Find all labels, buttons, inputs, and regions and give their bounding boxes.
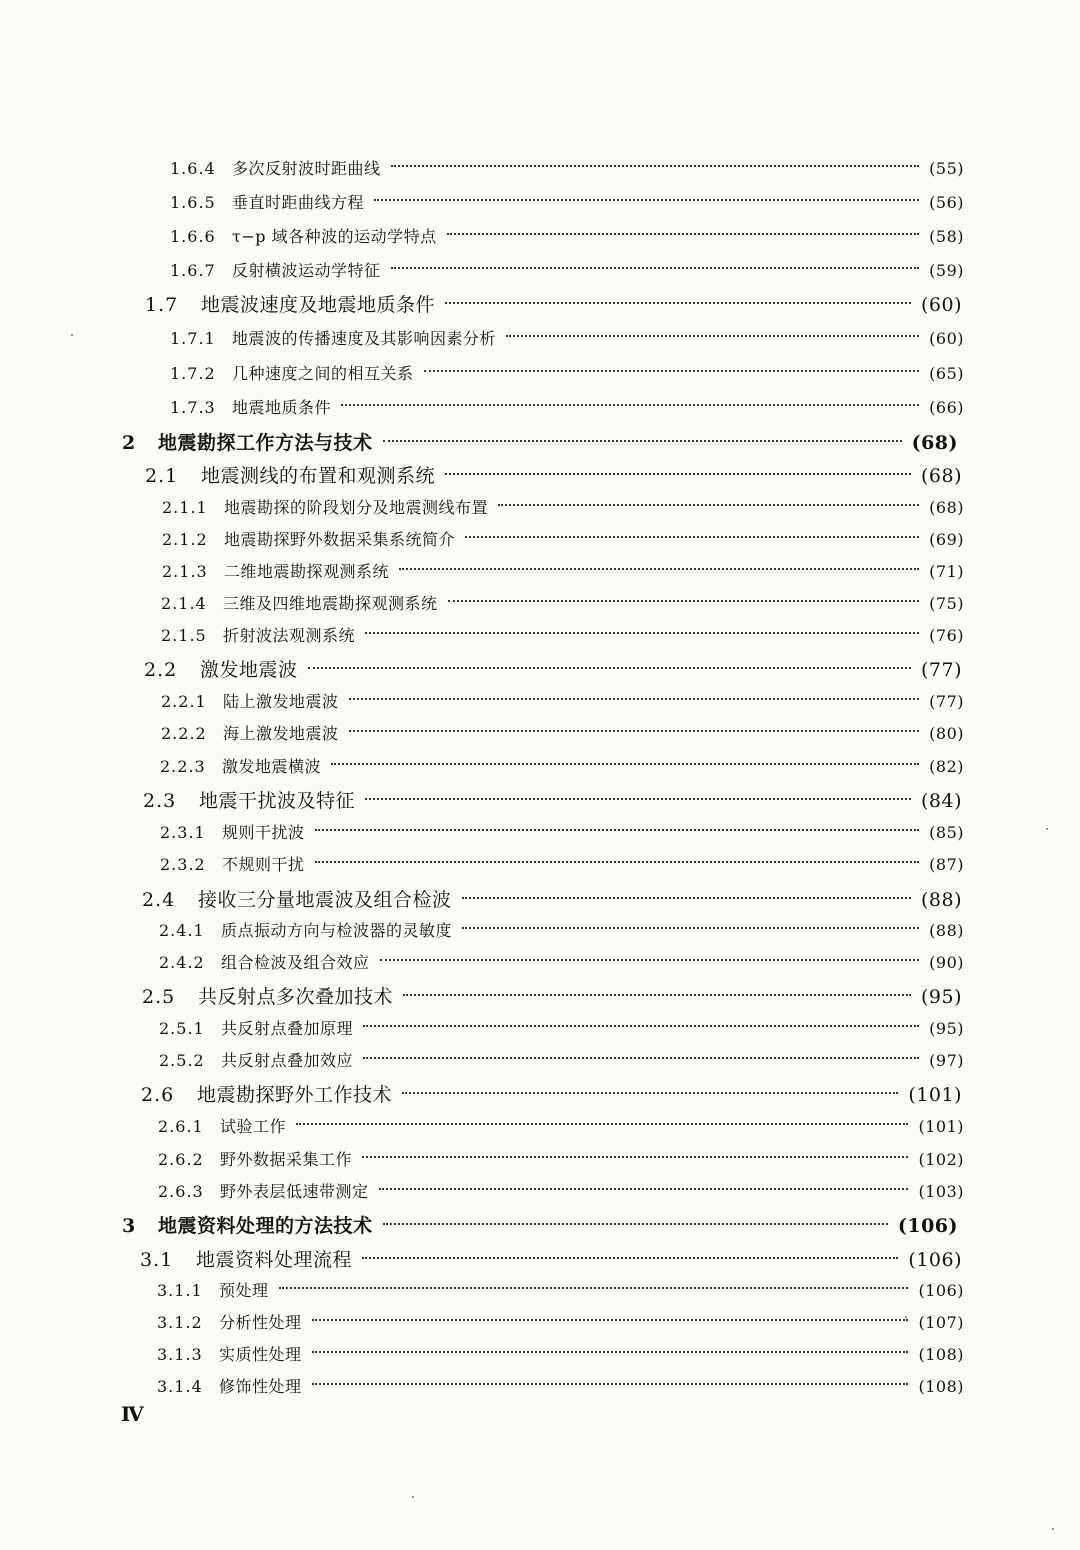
dot-leader — [448, 599, 920, 602]
toc-number: 1.6.5 — [170, 193, 216, 212]
dot-leader — [363, 1056, 919, 1059]
scan-speck — [1052, 1528, 1054, 1530]
dot-leader — [445, 301, 911, 304]
dot-leader — [315, 828, 920, 831]
dot-leader — [506, 334, 919, 337]
toc-title: 组合检波及组合效应 — [221, 953, 370, 972]
toc-entry-section — [143, 786, 962, 816]
toc-entry-section — [142, 982, 962, 1012]
toc-number: 2.6.1 — [158, 1117, 204, 1136]
toc-title: 激发地震波 — [200, 659, 298, 681]
toc-page-number: (107) — [918, 1313, 964, 1332]
toc-page-number: (95) — [920, 986, 962, 1008]
toc-number: 2.1 — [145, 465, 179, 487]
toc-page-number: (88) — [920, 889, 962, 911]
toc-number: 2.1.4 — [161, 594, 207, 613]
toc-page-number: (68) — [929, 498, 964, 517]
toc-page-number: (58) — [929, 227, 964, 246]
toc-number: 2.4.1 — [159, 921, 205, 940]
toc-entry-sub — [170, 188, 964, 218]
toc-page-number: (56) — [929, 193, 964, 212]
dot-leader — [349, 729, 920, 732]
toc-page-number: (82) — [929, 757, 964, 776]
dot-leader — [365, 631, 919, 634]
toc-title: 地震勘探工作方法与技术 — [158, 432, 373, 454]
toc-title: 地震波速度及地震地质条件 — [201, 294, 436, 316]
toc-title: 陆上激发地震波 — [223, 692, 339, 711]
toc-number: 3.1.4 — [157, 1377, 203, 1396]
toc-title: 地震测线的布置和观测系统 — [201, 465, 436, 487]
toc-number: 1.6.7 — [170, 261, 216, 280]
toc-entry-section — [144, 655, 962, 685]
toc-page-number: (101) — [908, 1084, 962, 1106]
toc-page-number: (85) — [929, 823, 964, 842]
dot-leader — [331, 762, 919, 765]
toc-entry-sub — [162, 493, 964, 523]
dot-leader — [365, 797, 911, 800]
toc-title: 激发地震横波 — [222, 757, 322, 776]
toc-page-number: (66) — [929, 398, 964, 417]
toc-entry-section — [145, 461, 962, 491]
toc-number: 2.1.2 — [162, 530, 208, 549]
toc-number: 2.1.3 — [162, 562, 208, 581]
dot-leader — [279, 1286, 909, 1289]
dot-leader — [379, 1187, 909, 1190]
toc-title: 地震资料处理流程 — [196, 1249, 353, 1271]
toc-title: 反射横波运动学特征 — [232, 261, 381, 280]
toc-number: 2.1.1 — [162, 498, 208, 517]
toc-entry-sub — [159, 1046, 964, 1076]
toc-entry-sub — [157, 1308, 964, 1338]
toc-number: 2.4.2 — [159, 953, 205, 972]
page-number: Ⅳ — [121, 1402, 144, 1426]
toc-page-number: (84) — [920, 790, 962, 812]
dot-leader — [341, 403, 919, 406]
toc-page-number: (88) — [929, 921, 964, 940]
toc-title: 地震地质条件 — [232, 398, 332, 417]
dot-leader — [315, 860, 920, 863]
toc-title: 海上激发地震波 — [223, 724, 339, 743]
dot-leader — [403, 993, 911, 996]
toc-title: 规则干扰波 — [222, 823, 305, 842]
toc-page-number: (65) — [929, 364, 964, 383]
toc-entry-sub — [157, 1372, 964, 1402]
toc-page-number: (108) — [918, 1377, 964, 1396]
toc-entry-sub — [170, 393, 964, 423]
dot-leader — [465, 535, 919, 538]
toc-title: 三维及四维地震勘探观测系统 — [223, 594, 438, 613]
toc-number: 2.5.1 — [159, 1019, 205, 1038]
toc-page-number: (87) — [929, 855, 964, 874]
scan-speck — [412, 1496, 414, 1498]
toc-entry-sub — [170, 359, 964, 389]
dot-leader — [402, 1091, 898, 1094]
toc-page-number: (68) — [911, 432, 958, 454]
toc-number: 2.6.2 — [158, 1150, 204, 1169]
toc-page-number: (106) — [918, 1281, 964, 1300]
toc-number: 3.1.3 — [157, 1345, 203, 1364]
toc-entry-sub — [170, 222, 964, 252]
toc-entry-chapter — [122, 428, 958, 458]
toc-page-number: (102) — [918, 1150, 964, 1169]
dot-leader — [391, 266, 920, 269]
dot-leader — [462, 896, 911, 899]
toc-page-number: (95) — [929, 1019, 964, 1038]
toc-entry-sub — [158, 1177, 964, 1207]
toc-entry-sub — [161, 719, 964, 749]
toc-number: 2.3.2 — [160, 855, 206, 874]
toc-entry-sub — [170, 154, 964, 184]
scan-speck — [905, 1316, 907, 1318]
toc-entry-sub — [160, 818, 964, 848]
toc-entry-section — [140, 1245, 962, 1275]
toc-page-number: (80) — [929, 724, 964, 743]
toc-title: τ−p 域各种波的运动学特点 — [232, 227, 437, 246]
toc-title: 地震勘探野外工作技术 — [197, 1084, 393, 1106]
toc-title: 共反射点多次叠加技术 — [198, 986, 394, 1008]
dot-leader — [447, 232, 920, 235]
toc-page-number: (106) — [897, 1215, 958, 1237]
toc-number: 3.1 — [140, 1249, 174, 1271]
toc-title: 地震勘探的阶段划分及地震测线布置 — [224, 498, 489, 517]
toc-entry-sub — [158, 1112, 964, 1142]
toc-title: 野外表层低速带测定 — [220, 1182, 369, 1201]
dot-leader — [383, 1222, 888, 1225]
toc-number: 2.6.3 — [158, 1182, 204, 1201]
toc-number: 1.7.1 — [170, 329, 216, 348]
toc-page-number: (60) — [920, 294, 962, 316]
toc-entry-sub — [159, 1014, 964, 1044]
dot-leader — [312, 1350, 909, 1353]
toc-entry-sub — [161, 621, 964, 651]
toc-page-number: (60) — [929, 329, 964, 348]
toc-title: 地震勘探野外数据采集系统简介 — [224, 530, 456, 549]
dot-leader — [424, 369, 920, 372]
toc-number: 2.5.2 — [159, 1051, 205, 1070]
toc-title: 共反射点叠加效应 — [221, 1051, 354, 1070]
toc-number: 1.7.3 — [170, 398, 216, 417]
scan-speck — [71, 334, 73, 336]
toc-title: 二维地震勘探观测系统 — [224, 562, 390, 581]
toc-entry-sub — [159, 948, 964, 978]
dot-leader — [462, 926, 919, 929]
dot-leader — [312, 1318, 909, 1321]
dot-leader — [391, 164, 920, 167]
dot-leader — [498, 503, 919, 506]
dot-leader — [383, 439, 902, 442]
toc-page-number: (59) — [929, 261, 964, 280]
toc-page-number: (90) — [929, 953, 964, 972]
toc-entry-sub — [157, 1340, 964, 1370]
toc-number: 3.1.2 — [157, 1313, 203, 1332]
toc-title: 不规则干扰 — [222, 855, 305, 874]
toc-entry-section — [145, 290, 962, 320]
dot-leader — [362, 1256, 898, 1259]
toc-page-number: (77) — [920, 659, 962, 681]
toc-title: 折射波法观测系统 — [223, 626, 356, 645]
toc-title: 试验工作 — [220, 1117, 287, 1136]
toc-number: 2.3.1 — [160, 823, 206, 842]
toc-entry-sub — [160, 752, 964, 782]
toc-number: 1.6.4 — [170, 159, 216, 178]
toc-entry-section — [142, 885, 962, 915]
toc-title: 实质性处理 — [219, 1345, 302, 1364]
dot-leader — [296, 1122, 908, 1125]
dot-leader — [374, 198, 919, 201]
toc-entry-sub — [162, 557, 964, 587]
toc-entry-sub — [159, 916, 964, 946]
toc-page-number: (75) — [929, 594, 964, 613]
toc-title: 预处理 — [219, 1281, 269, 1300]
toc-title: 共反射点叠加原理 — [221, 1019, 354, 1038]
toc-page-number: (55) — [929, 159, 964, 178]
toc-entry-sub — [157, 1276, 964, 1306]
toc-entry-sub — [162, 525, 964, 555]
toc-number: 3.1.1 — [157, 1281, 203, 1300]
toc-entry-sub — [170, 256, 964, 286]
dot-leader — [308, 666, 911, 669]
dot-leader — [363, 1024, 919, 1027]
toc-number: 1.6.6 — [170, 227, 216, 246]
toc-entry-sub — [160, 850, 964, 880]
toc-entry-sub — [170, 324, 964, 354]
toc-page-number: (71) — [929, 562, 964, 581]
toc-title: 地震干扰波及特征 — [199, 790, 356, 812]
toc-page-number: (106) — [908, 1249, 962, 1271]
toc-title: 接收三分量地震波及组合检波 — [198, 889, 452, 911]
toc-number: 2.2 — [144, 659, 178, 681]
toc-title: 修饰性处理 — [219, 1377, 302, 1396]
toc-page-number: (103) — [918, 1182, 964, 1201]
toc-number: 2.3 — [143, 790, 177, 812]
toc-number: 2.2.1 — [161, 692, 207, 711]
dot-leader — [380, 958, 920, 961]
toc-page-number: (97) — [929, 1051, 964, 1070]
toc-page-number: (108) — [918, 1345, 964, 1364]
toc-title: 野外数据采集工作 — [220, 1150, 353, 1169]
dot-leader — [399, 567, 919, 570]
toc-page-number: (101) — [918, 1117, 964, 1136]
toc-title: 地震波的传播速度及其影响因素分析 — [232, 329, 497, 348]
toc-title: 地震资料处理的方法技术 — [158, 1215, 373, 1237]
toc-title: 垂直时距曲线方程 — [232, 193, 365, 212]
toc-title: 分析性处理 — [219, 1313, 302, 1332]
toc-number: 2.2.3 — [160, 757, 206, 776]
toc-number: 2.1.5 — [161, 626, 207, 645]
toc-number: 1.7.2 — [170, 364, 216, 383]
dot-leader — [349, 697, 920, 700]
toc-number: 2 — [122, 432, 137, 454]
toc-page-number: (68) — [920, 465, 962, 487]
toc-title: 质点振动方向与检波器的灵敏度 — [221, 921, 453, 940]
toc-number: 3 — [122, 1215, 137, 1237]
dot-leader — [312, 1382, 909, 1385]
scan-speck — [1046, 828, 1048, 830]
dot-leader — [362, 1155, 908, 1158]
toc-number: 1.7 — [145, 294, 179, 316]
dot-leader — [445, 472, 911, 475]
toc-title: 多次反射波时距曲线 — [232, 159, 381, 178]
toc-entry-chapter — [122, 1211, 958, 1241]
toc-page-number: (77) — [929, 692, 964, 711]
toc-entry-sub — [158, 1145, 964, 1175]
toc-entry-sub — [161, 687, 964, 717]
toc-number: 2.2.2 — [161, 724, 207, 743]
toc-number: 2.6 — [141, 1084, 175, 1106]
toc-number: 2.5 — [142, 986, 176, 1008]
toc-entry-section — [141, 1080, 962, 1110]
toc-entry-sub — [161, 589, 964, 619]
toc-page-number: (76) — [929, 626, 964, 645]
toc-page-number: (69) — [929, 530, 964, 549]
toc-title: 几种速度之间的相互关系 — [232, 364, 414, 383]
toc-number: 2.4 — [142, 889, 176, 911]
